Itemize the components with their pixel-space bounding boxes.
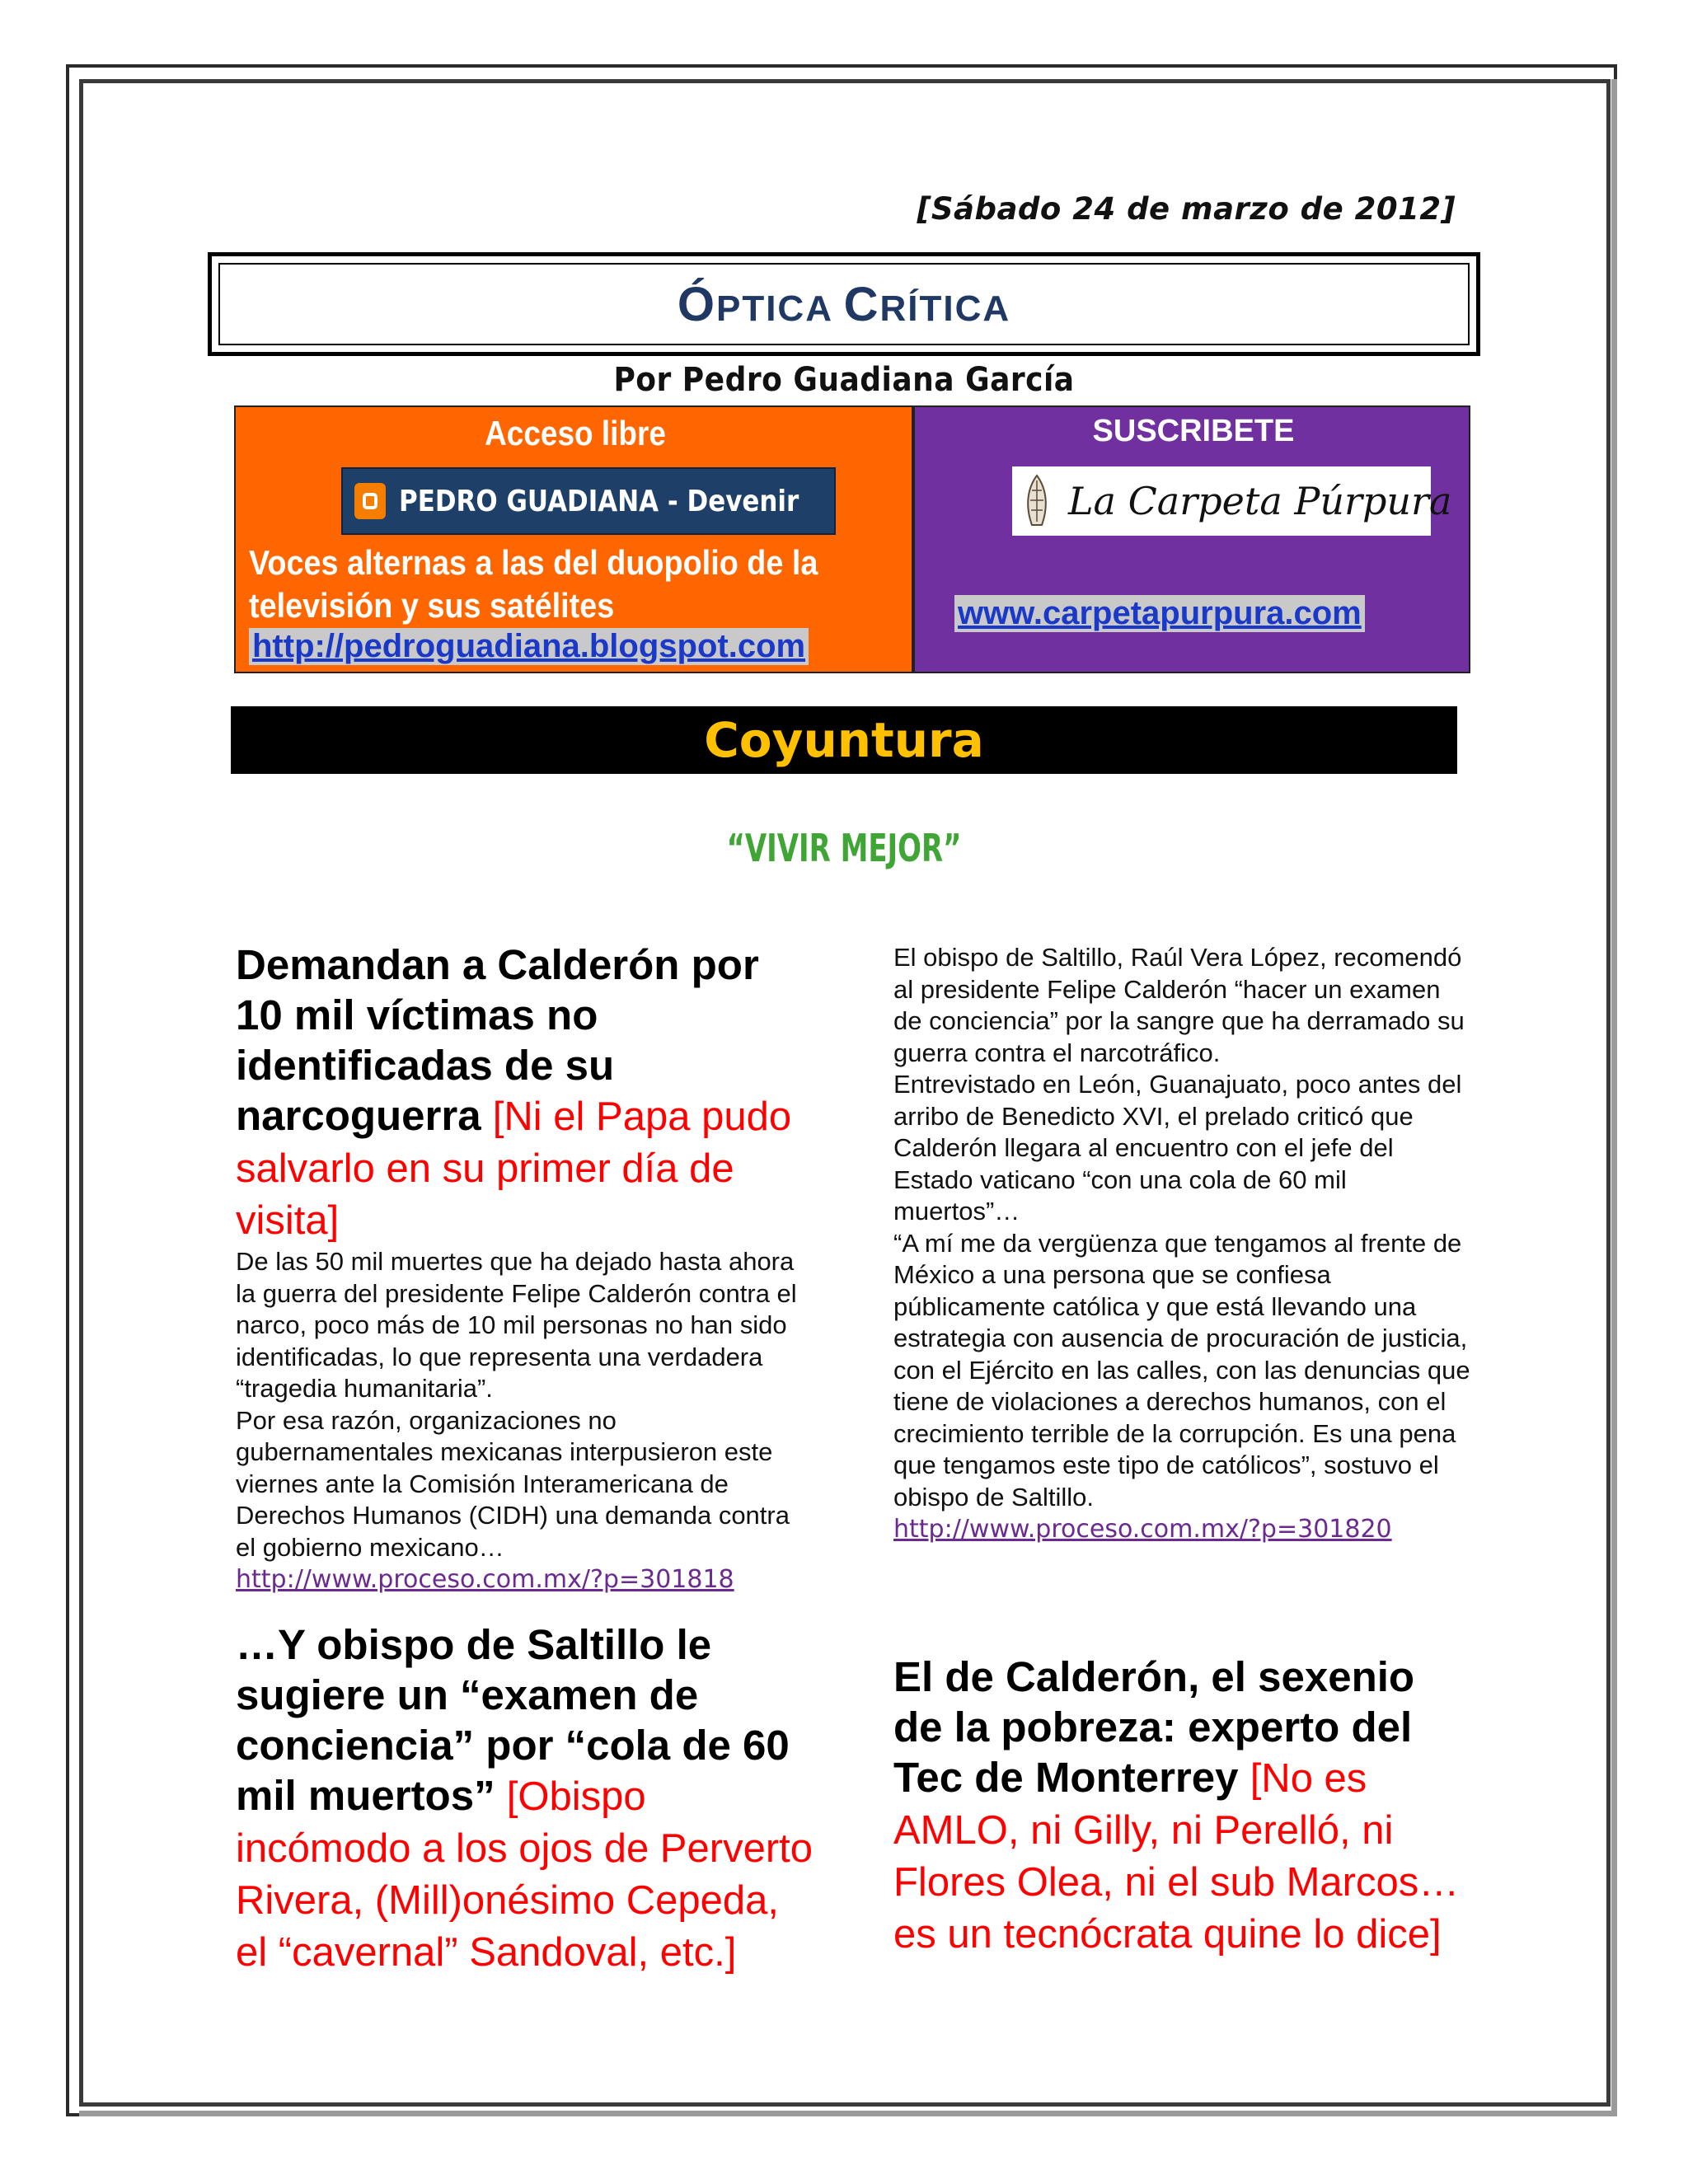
article-2-paragraph: “A mí me da vergüenza que tengamos al frente de México a una persona que se confiesa públicamente católica y que está llevando una estrategia con ausencia de procuración de justicia, con el Ejército en las calles, con las denuncias que tiene de violaciones a derechos humanos, con el crecimiento terrible de la corrupción. Es una pena que tengamos este tipo de católicos”, sostuvo el obispo de Saltillo. — [893, 1228, 1470, 1511]
shell-icon — [1020, 472, 1053, 530]
article-1-body — [236, 1246, 813, 1563]
article-2-body — [893, 942, 1470, 1513]
blogger-icon — [354, 483, 386, 519]
article-1-comment: [Ni el Papa pudo salvarlo en su primer día de visita] — [236, 1094, 792, 1243]
promo-subscribe-panel — [913, 405, 1470, 673]
article-2-link[interactable]: http://www.proceso.com.mx/?p=301820 — [893, 1515, 1392, 1544]
article-3-headline: El de Calderón, el sexenio de la pobreza: experto del Tec de Monterrey [No es AMLO, ni Gilly, ni Perelló, ni Flores Olea, ni el sub Marcos… es un tecnócrata quine lo dice] — [893, 1653, 1460, 1957]
article-2-headline: …Y obispo de Saltillo le sugiere un “examen de conciencia” por “cola de 60 mil muertos” [Obispo incómodo a los ojos de Perverto Rivera, (Mill)onésimo Cepeda, el “cavernal” Sandoval, etc.] — [236, 1621, 813, 1975]
article-1 — [236, 940, 813, 1596]
byline: Por Pedro Guadiana García — [613, 361, 1075, 399]
section-title: Coyuntura — [704, 712, 984, 768]
section-subtitle: “VIVIR MEJOR” — [726, 826, 962, 870]
promo-blog-panel — [234, 405, 913, 673]
carpeta-purpura-logo[interactable] — [1012, 466, 1452, 536]
article-3-comment: [No es AMLO, ni Gilly, ni Perelló, ni Flores Olea, ni el sub Marcos… es un tecnócrata quine lo dice] — [893, 1756, 1460, 1957]
blogger-badge-text: PEDRO GUADIANA - Devenir — [399, 484, 799, 518]
article-1-link[interactable]: http://www.proceso.com.mx/?p=301818 — [236, 1565, 734, 1594]
article-2-paragraph: El obispo de Saltillo, Raúl Vera López, recomendó al presidente Felipe Calderón “hacer un examen de conciencia” por la sangre que ha derramado su guerra contra el narcotráfico. — [893, 943, 1465, 1067]
article-3 — [893, 1652, 1470, 1960]
masthead-box — [208, 252, 1480, 356]
promo-blog-tagline: Voces alternas a las del duopolio de la televisión y sus satélites — [249, 543, 818, 625]
article-1-paragraph: De las 50 mil muertes que ha dejado hasta ahora la guerra del presidente Felipe Calderón contra el narco, poco más de 10 mil personas no han sido identificadas, lo que representa una verdadera “tragedia humanitaria”. — [236, 1247, 797, 1403]
blogger-badge[interactable] — [341, 467, 836, 535]
promo-blog-heading: Acceso libre — [485, 414, 666, 452]
carpeta-link[interactable]: www.carpetapurpura.com — [954, 595, 1365, 632]
subscribe-heading: SUSCRIBETE — [1092, 414, 1295, 448]
article-2 — [236, 1619, 813, 1978]
article-2-comment: [Obispo incómodo a los ojos de Perverto Rivera, (Mill)onésimo Cepeda, el “cavernal” Sandoval, etc.] — [236, 1774, 813, 1975]
carpeta-logo-text: La Carpeta Púrpura — [1068, 479, 1452, 523]
article-2-paragraph: Entrevistado en León, Guanajuato, poco antes del arribo de Benedicto XVI, el prelado criticó que Calderón llegara al encuentro con el jefe del Estado vaticano “con una cola de 60 mil muertos”… — [893, 1070, 1462, 1226]
blog-link[interactable]: http://pedroguadiana.blogspot.com — [249, 628, 809, 665]
article-1-headline: Demandan a Calderón por 10 mil víctimas no identificadas de su narcoguerra [Ni el Papa pudo salvarlo en su primer día de visita] — [236, 941, 792, 1243]
article-2-continued — [893, 942, 1470, 1546]
masthead-title: ÓPTICA CRÍTICA — [677, 277, 1011, 331]
issue-date: [Sábado 24 de marzo de 2012] — [917, 191, 1456, 227]
page-shadow-bottom — [79, 2111, 1617, 2116]
section-bar — [231, 706, 1457, 774]
article-1-paragraph: Por esa razón, organizaciones no gubernamentales mexicanas interpusieron este viernes ante la Comisión Interamericana de Derechos Humanos (CIDH) una demanda contra el gobierno mexicano… — [236, 1405, 790, 1562]
